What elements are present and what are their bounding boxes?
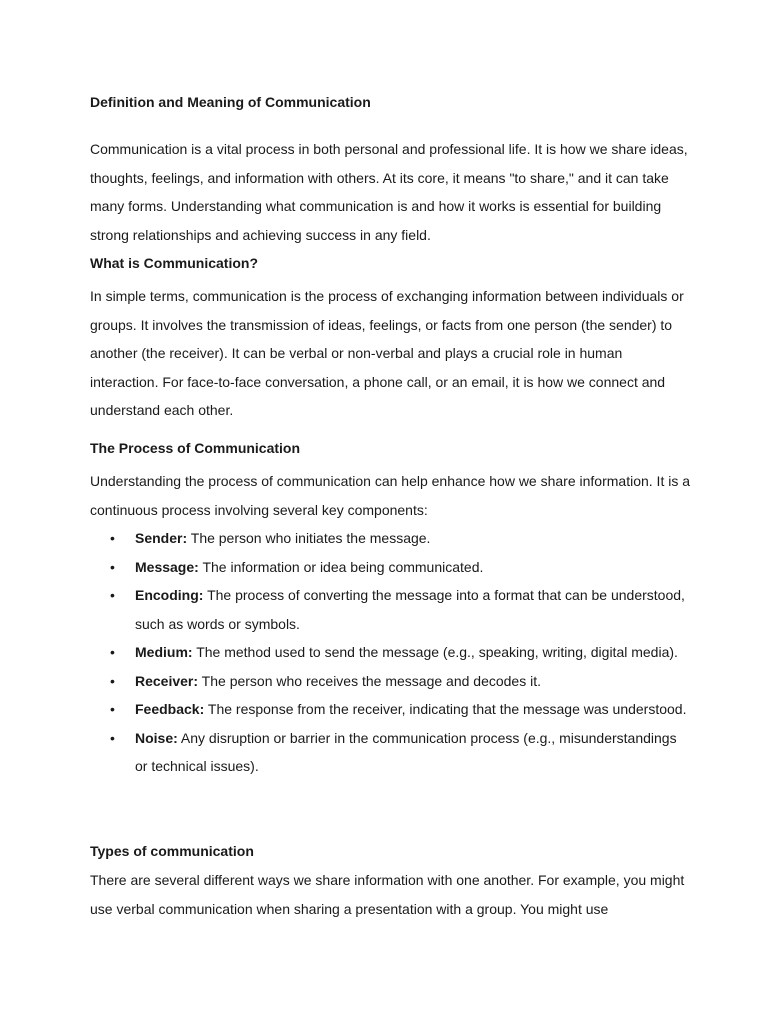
desc-encoding: The process of converting the message into a format that can be understood, such as words or symbols.	[135, 587, 685, 632]
bullet-icon: •	[110, 644, 115, 660]
desc-sender: The person who initiates the message.	[187, 530, 431, 546]
desc-noise: Any disruption or barrier in the communication process (e.g., misunderstandings or technical issues).	[135, 729, 677, 774]
bullet-icon: •	[110, 672, 115, 689]
desc-feedback: The response from the receiver, indicating that the message was understood.	[204, 701, 687, 717]
term-encoding: Encoding:	[135, 587, 204, 603]
term-feedback: Feedback:	[135, 701, 205, 717]
bullet-icon: •	[110, 587, 115, 603]
list-item-feedback	[90, 695, 690, 724]
document-page	[90, 0, 690, 1024]
heading-types: Types of communication	[90, 843, 254, 859]
paragraph-types: There are several different ways we share information with one another. For example, you might use verbal communication when sharing a presentation with a group. You might use	[90, 872, 685, 917]
components-list	[90, 524, 690, 781]
list-item-receiver	[90, 667, 690, 696]
term-sender: Sender:	[135, 530, 188, 546]
heading-what-is: What is Communication?	[90, 255, 258, 271]
heading-definition: Definition and Meaning of Communication	[90, 94, 371, 110]
desc-message: The information or idea being communicated.	[198, 558, 484, 575]
list-item-medium	[90, 638, 690, 667]
term-noise: Noise:	[135, 729, 178, 746]
desc-receiver: The person who receives the message and decodes it.	[198, 672, 541, 689]
list-item-encoding	[90, 581, 690, 638]
desc-medium: The method used to send the message (e.g., speaking, writing, digital media).	[192, 644, 678, 660]
term-medium: Medium:	[135, 644, 193, 660]
list-item-noise	[90, 724, 690, 781]
bullet-icon: •	[110, 558, 115, 575]
bullet-icon: •	[110, 530, 115, 546]
term-receiver: Receiver:	[135, 672, 199, 689]
bullet-icon: •	[110, 729, 115, 746]
list-item-sender	[90, 524, 690, 553]
term-message: Message:	[135, 558, 199, 575]
paragraph-process: Understanding the process of communication can help enhance how we share information. It is a continuous process involving several key components:	[90, 473, 691, 518]
heading-process: The Process of Communication	[90, 440, 301, 456]
paragraph-what-is: In simple terms, communication is the process of exchanging information between individuals or groups. It involves the transmission of ideas, feelings, or facts from one person (the sender) to another (the receiver). It can be verbal or non-verbal and plays a crucial role in human interaction. For face-to-face conversation, a phone call, or an email, it is how we connect and understand each other.	[90, 288, 684, 418]
list-item-message	[90, 553, 690, 582]
paragraph-definition: Communication is a vital process in both personal and professional life. It is how we share ideas, thoughts, feelings, and information with others. At its core, it means "to share," and it can take many forms. Understanding what communication is and how it works is essential for building strong relationships and achieving success in any field.	[90, 141, 688, 243]
bullet-icon: •	[110, 701, 115, 717]
